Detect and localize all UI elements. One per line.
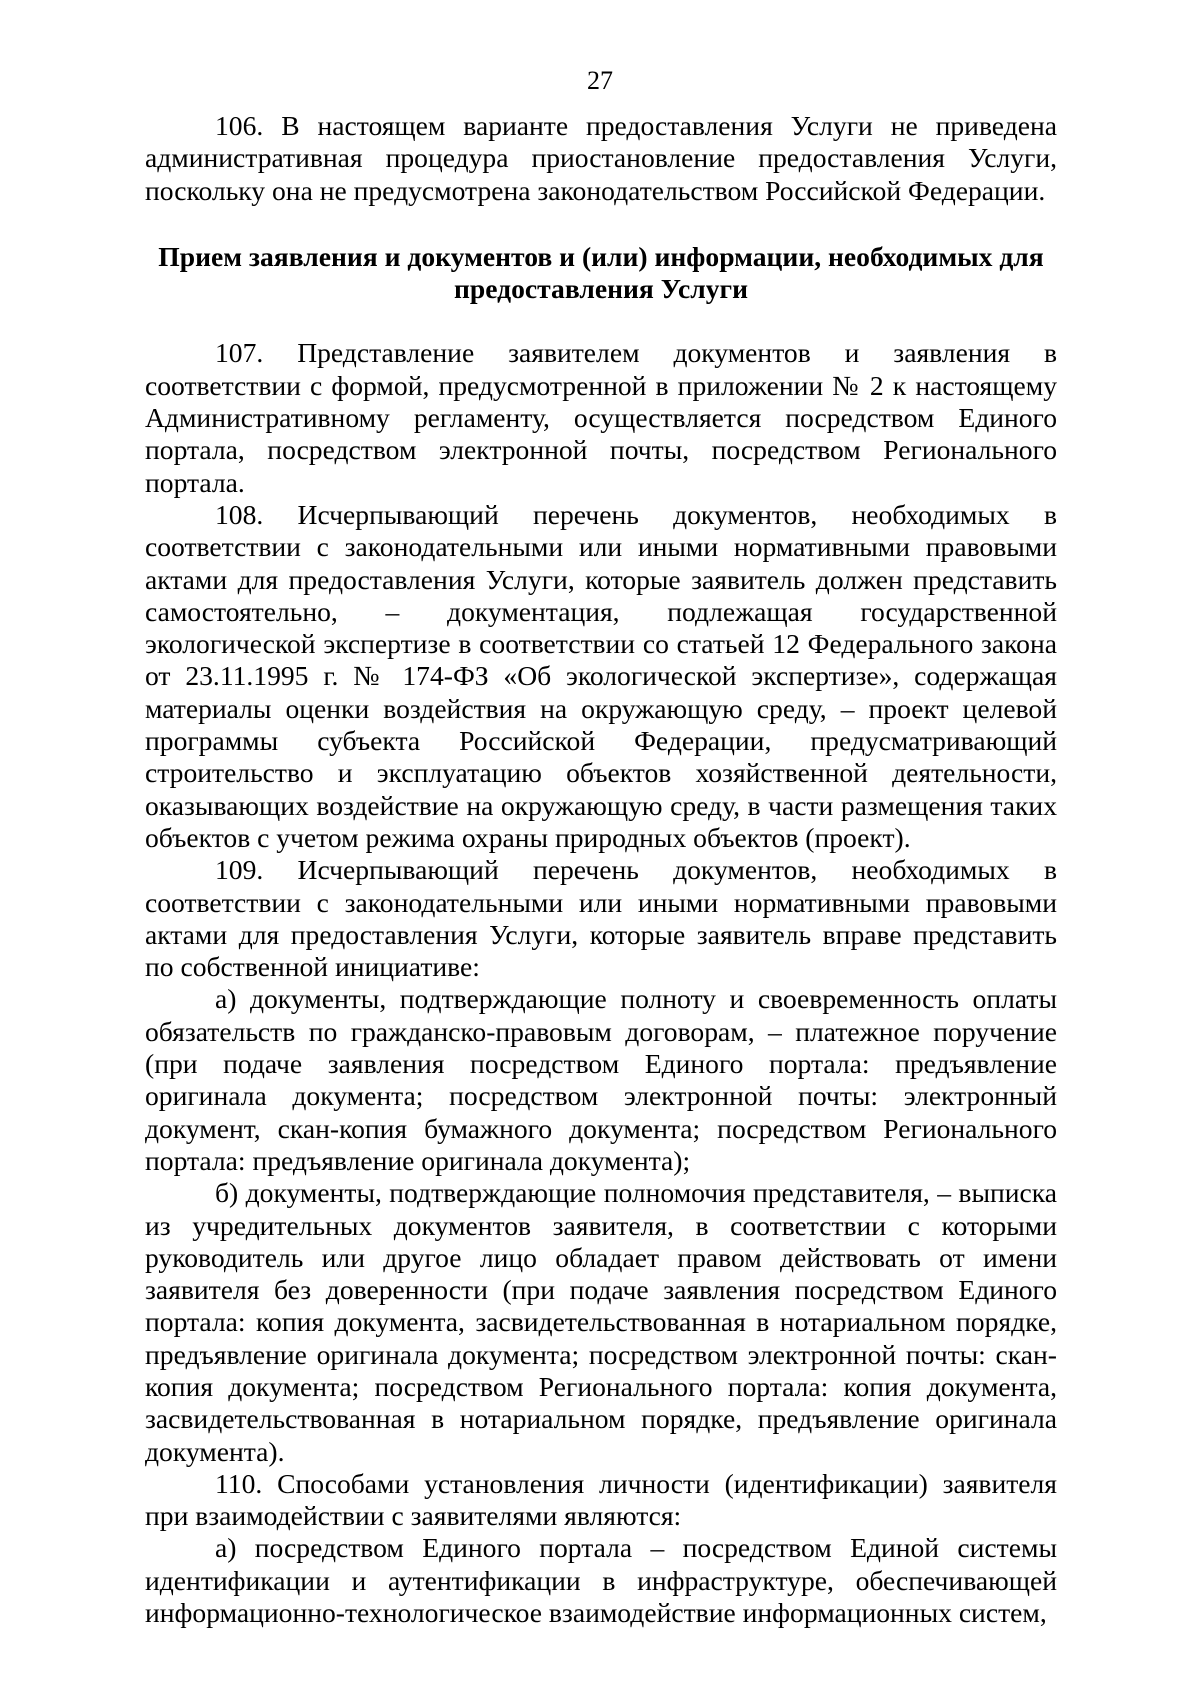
section-heading-line-2: предоставления Услуги [454,273,748,305]
paragraph-107: 107. Представление заявителем документов и заявления в соответствии с формой, предусмотренной в приложении № 2 к настоящему Административному регламенту, осуществляется посредством Единого портала, посредством электронной почты, посредством Регионального портала. [145,337,1057,498]
document-body [145,110,1057,1629]
paragraph-109-a: а) документы, подтверждающие полноту и своевременность оплаты обязательств по гражданско-правовым договорам, – платежное поручение (при подаче заявления посредством Единого портала: предъявление оригинала документа; посредством электронной почты: электронный документ, скан-копия бумажного документа; посредством Регионального портала: предъявление оригинала документа); [145,983,1057,1176]
paragraph-109: 109. Исчерпывающий перечень документов, необходимых в соответствии с законодательными или иными нормативными правовыми актами для предоставления Услуги, которые заявитель вправе представить по собственной инициативе: [145,854,1057,983]
paragraph-110: 110. Способами установления личности (идентификации) заявителя при взаимодействии с заявителями являются: [145,1467,1057,1532]
paragraph-106: 106. В настоящем варианте предоставления Услуги не приведена административная процедура приостановление предоставления Услуги, поскольку она не предусмотрена законодательством Российской Федерации. [145,110,1057,206]
paragraph-108: 108. Исчерпывающий перечень документов, необходимых в соответствии с законодательными или иными нормативными правовыми актами для предоставления Услуги, которые заявитель должен представить самостоятельно, – документация, подлежащая государственной экологической экспертизе в соответствии со статьей 12 Федерального закона от 23.11.1995 г. № 174-ФЗ «Об экологической экспертизе», содержащая материалы оценки воздействия на окружающую среду, – проект целевой программы субъекта Российской Федерации, предусматривающий строительство и эксплуатацию объектов хозяйственной деятельности, оказывающих воздействие на окружающую среду, в части размещения таких объектов с учетом режима охраны природных объектов (проект). [145,498,1057,853]
section-heading-line-1: Прием заявления и документов и (или) информации, необходимых для [158,240,1044,272]
section-heading [145,241,1057,306]
page-number: 27 [587,66,613,95]
paragraph-109-b: б) документы, подтверждающие полномочия представителя, – выписка из учредительных документов заявителя, в соответствии с которыми руководитель или другое лицо обладает правом действовать от имени заявителя без доверенности (при подаче заявления посредством Единого портала: копия документа, засвидетельствованная в нотариальном порядке, предъявление оригинала документа; посредством электронной почты: скан-копия документа; посредством Регионального портала: копия документа, засвидетельствованная в нотариальном порядке, предъявление оригинала документа). [145,1177,1057,1467]
paragraph-110-a: а) посредством Единого портала – посредством Единой системы идентификации и аутентификации в инфраструктуре, обеспечивающей информационно-технологическое взаимодействие информационных систем, [145,1532,1057,1629]
